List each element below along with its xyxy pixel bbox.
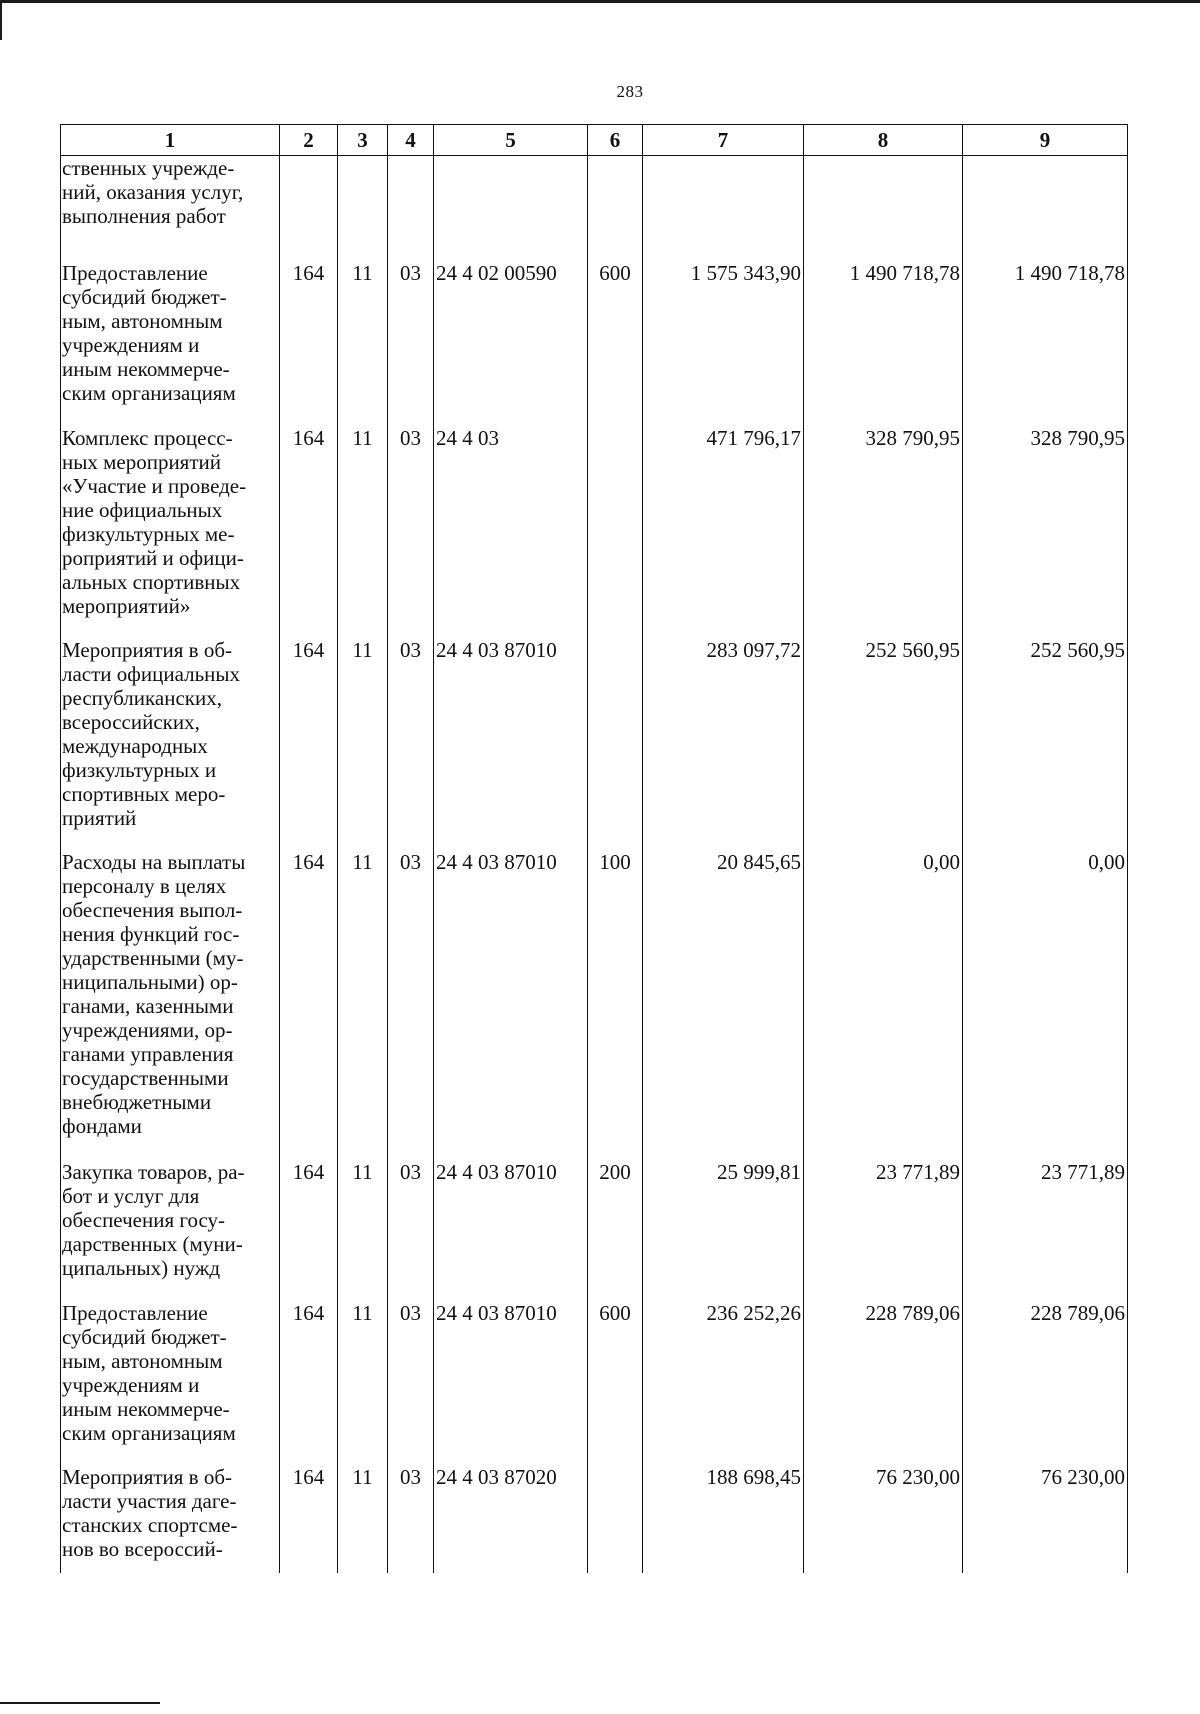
cell-col9: 328 790,95 <box>963 426 1128 638</box>
cell-col3 <box>338 156 388 261</box>
cell-col9: 76 230,00 <box>963 1465 1128 1573</box>
cell-col8: 252 560,95 <box>804 638 963 850</box>
cell-col6 <box>588 1465 643 1573</box>
cell-col5: 24 4 03 <box>434 426 588 638</box>
row-name: Предоставление субсидий бюджет- ным, автономным учреждениям и иным некоммерче- ским организациям <box>62 1300 236 1445</box>
cell-col7: 471 796,17 <box>643 426 804 638</box>
table-row <box>61 1301 1128 1465</box>
cell-col6: 200 <box>588 1160 643 1301</box>
scan-border-top <box>0 0 1200 3</box>
row-name: Расходы на выплаты персоналу в целях обеспечения выпол- нения функций гос- ударственными (му- ниципальными) ор- ганами, казенными учреждениями, ор- ганами управления государственными внебюджетными фондами <box>62 849 246 1138</box>
cell-col5: 24 4 03 87010 <box>434 638 588 850</box>
cell-col2: 164 <box>280 1465 338 1573</box>
cell-col8 <box>804 156 963 261</box>
budget-table <box>60 124 1128 1573</box>
page-number: 283 <box>616 82 644 101</box>
cell-col2: 164 <box>280 1301 338 1465</box>
column-header-1: 1 <box>61 125 280 156</box>
cell-col8: 76 230,00 <box>804 1465 963 1573</box>
cell-col2: 164 <box>280 850 338 1160</box>
cell-col7: 236 252,26 <box>643 1301 804 1465</box>
row-name: Мероприятия в об- ласти официальных республиканских, всероссийских, международных физкультурных и спортивных меро- приятий <box>62 637 241 830</box>
cell-col4: 03 <box>388 1160 434 1301</box>
column-header-4: 4 <box>388 125 434 156</box>
cell-col7: 20 845,65 <box>643 850 804 1160</box>
cell-col2: 164 <box>280 426 338 638</box>
cell-col9: 1 490 718,78 <box>963 261 1128 426</box>
column-header-3: 3 <box>338 125 388 156</box>
table-row <box>61 261 1128 426</box>
cell-col9: 228 789,06 <box>963 1301 1128 1465</box>
cell-col7: 188 698,45 <box>643 1465 804 1573</box>
cell-col4: 03 <box>388 261 434 426</box>
cell-col6: 600 <box>588 261 643 426</box>
cell-col4: 03 <box>388 1301 434 1465</box>
cell-col3: 11 <box>338 426 388 638</box>
column-header-9: 9 <box>963 125 1128 156</box>
cell-col8: 0,00 <box>804 850 963 1160</box>
cell-col9 <box>963 156 1128 261</box>
cell-col3: 11 <box>338 638 388 850</box>
cell-col9: 0,00 <box>963 850 1128 1160</box>
cell-col7: 283 097,72 <box>643 638 804 850</box>
cell-col5: 24 4 03 87010 <box>434 1160 588 1301</box>
table-row <box>61 1160 1128 1301</box>
cell-col5: 24 4 03 87010 <box>434 1301 588 1465</box>
cell-col9: 23 771,89 <box>963 1160 1128 1301</box>
table-row <box>61 638 1128 850</box>
cell-col6 <box>588 426 643 638</box>
cell-col2: 164 <box>280 261 338 426</box>
cell-col7: 25 999,81 <box>643 1160 804 1301</box>
cell-col4: 03 <box>388 638 434 850</box>
cell-col5: 24 4 03 87010 <box>434 850 588 1160</box>
row-name: ственных учрежде- ний, оказания услуг, выполнения работ <box>62 156 244 228</box>
column-header-8: 8 <box>804 125 963 156</box>
row-name: Мероприятия в об- ласти участия даге- станских спортсме- нов во всероссий- <box>62 1464 238 1561</box>
cell-col9: 252 560,95 <box>963 638 1128 850</box>
cell-col4: 03 <box>388 426 434 638</box>
scan-border-bottom <box>0 1702 160 1704</box>
cell-col6: 100 <box>588 850 643 1160</box>
cell-col5: 24 4 03 87020 <box>434 1465 588 1573</box>
cell-col8: 328 790,95 <box>804 426 963 638</box>
cell-col3: 11 <box>338 261 388 426</box>
cell-col2: 164 <box>280 638 338 850</box>
column-header-5: 5 <box>434 125 588 156</box>
cell-col6: 600 <box>588 1301 643 1465</box>
column-header-6: 6 <box>588 125 643 156</box>
cell-col4 <box>388 156 434 261</box>
cell-col7: 1 575 343,90 <box>643 261 804 426</box>
cell-col3: 11 <box>338 1301 388 1465</box>
column-header-7: 7 <box>643 125 804 156</box>
scan-border-left <box>0 0 2 40</box>
cell-col6 <box>588 638 643 850</box>
table-row <box>61 426 1128 638</box>
row-name: Комплекс процесс- ных мероприятий «Участие и проведе- ние официальных физкультурных ме- роприятий и офици- альных спортивных мероприятий» <box>62 425 247 618</box>
cell-col3: 11 <box>338 1465 388 1573</box>
cell-col3: 11 <box>338 1160 388 1301</box>
row-name: Предоставление субсидий бюджет- ным, автономным учреждениям и иным некоммерче- ским организациям <box>62 260 236 405</box>
cell-col7 <box>643 156 804 261</box>
cell-col5 <box>434 156 588 261</box>
cell-col8: 1 490 718,78 <box>804 261 963 426</box>
table-row <box>61 156 1128 261</box>
cell-col2: 164 <box>280 1160 338 1301</box>
table-row <box>61 850 1128 1160</box>
column-header-2: 2 <box>280 125 338 156</box>
cell-col5: 24 4 02 00590 <box>434 261 588 426</box>
cell-col4: 03 <box>388 1465 434 1573</box>
cell-col8: 228 789,06 <box>804 1301 963 1465</box>
cell-col8: 23 771,89 <box>804 1160 963 1301</box>
row-name: Закупка товаров, ра- бот и услуг для обеспечения госу- дарственных (муни- ципальных) нужд <box>62 1159 245 1280</box>
cell-col6 <box>588 156 643 261</box>
cell-col4: 03 <box>388 850 434 1160</box>
table-row <box>61 1465 1128 1573</box>
cell-col3: 11 <box>338 850 388 1160</box>
cell-col2 <box>280 156 338 261</box>
header-row <box>61 125 1128 156</box>
